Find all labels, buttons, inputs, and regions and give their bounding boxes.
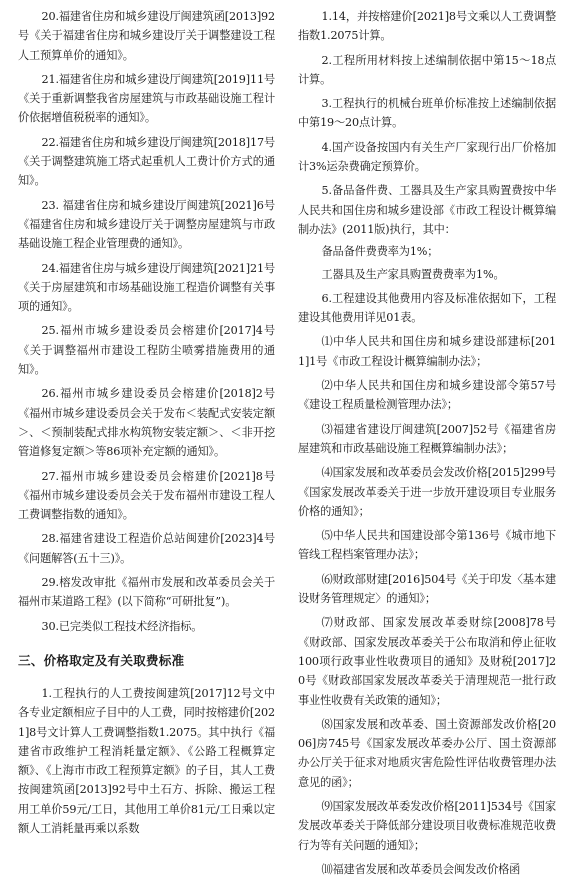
other-fee-basis-8: ⑻国家发展和改革委、国土资源部发改价格[2006]房745号《国家发展改革委办公厅、国土资源部办公厅关于征求对地质灾害危险性评估收费管理办法意见的函》； [298,717,556,789]
basis-item-24: 24.福建省住房与城乡建设厅闽建筑[2021]21号《关于房屋建筑和市场基础设施工程造价调整有关事项的通知》。 [18,261,275,314]
basis-item-30: 30.已完类似工程技术经济指标。 [41,619,203,633]
pricing-item-1: 1.工程执行的人工费按闽建筑[2017]12号文中各专业定额相应子目中的人工费，同时按榕建价[2021]8号文计算人工费调整指数1.2075。其中执行《福建省市政维护工程消耗量定额》、《公路工程概算定额》、《上海市市政工程预算定额》的子目，其人工费按闽建筑函[2013]92号中土石方、拆除、搬运工程用工单价59元/工日，其他用工单价81元/工日乘以定额人工消耗量再乘以系数 [18,686,275,835]
pricing-item-6: 6.工程建设其他费用内容及标准依据如下，工程建设其他费用详见01表。 [298,291,556,325]
other-fee-basis-6: ⑹财政部财建[2016]504号《关于印发〈基本建设财务管理规定〉的通知》； [298,572,556,606]
other-fee-basis-5: ⑸中华人民共和国建设部令第136号《城市地下管线工程档案管理办法》； [298,529,556,562]
basis-item-23: 23. 福建省住房和城乡建设厅闽建筑[2021]6号《福建省住房和城乡建设厅关于调整房屋建筑与市政基础设施工程企业管理费的通知》。 [18,198,275,251]
basis-item-27: 27.福州市城乡建设委员会榕建价[2021]8号《福州市城乡建设委员会关于发布福州市建设工程人工费调整指数的通知》。 [18,469,275,522]
other-fee-basis-2: ⑵中华人民共和国住房和城乡建设部令第57号《建设工程质量检测管理办法》； [298,379,556,412]
section-heading: 三、价格取定及有关取费标准 [18,652,185,668]
other-fee-basis-10: ⑽福建省发展和改革委员会闽发改价格函 [321,862,521,876]
pricing-item-4: 4.国产设备按国内有关生产厂家现行出厂价格加计3%运杂费确定预算价。 [298,140,556,174]
left-column [18,7,275,843]
other-fee-basis-1: ⑴中华人民共和国住房和城乡建设部建标[2011]1号《市政工程设计概算编制办法》； [298,335,556,368]
pricing-item-2: 2.工程所用材料按上述编制依据中第15～18点计算。 [298,53,556,86]
basis-item-29: 29.榕发改审批《福州市发展和改革委员会关于福州市某道路工程》(以下简称“可研批复”)。 [18,576,275,609]
other-fee-basis-4: ⑷国家发展和改革委员会发改价格[2015]299号《国家发展改革委关于进一步放开建设项目专业服务价格的通知》； [298,466,556,518]
basis-item-28: 28.福建省建设工程造价总站闽建价[2023]4号《问题解答(五十三)》。 [18,532,275,565]
pricing-item-5: 5.备品备件费、工器具及生产家具购置费按中华人民共和国住房和城乡建设部《市政工程设计概算编制办法》(2011版)执行，其中： [298,184,556,236]
spare-parts-rate: 备品备件费费率为1%； [321,245,439,259]
basis-item-22: 22.福建省住房和城乡建设厅闽建筑[2018]17号《关于调整建筑施工塔式起重机人工费计价方式的通知》。 [18,135,275,188]
basis-item-21: 21.福建省住房和城乡建设厅闽建筑[2019]11号《关于重新调整我省房屋建筑与市政基础设施工程计价依据增值税税率的通知》。 [18,72,275,125]
basis-item-20: 20.福建省住房和城乡建设厅闽建筑函[2013]92号《关于福建省住房和城乡建设厅关于调整建设工程人工预算单价的通知》。 [18,10,275,62]
pricing-item-1-cont: 1.14，并按榕建价[2021]8号文乘以人工费调整指数1.2075计算。 [298,10,556,43]
tools-furniture-rate: 工器具及生产家具购置费费率为1%。 [321,267,505,281]
other-fee-basis-9: ⑼国家发展改革委发改价格[2011]534号《国家发展改革委关于降低部分建设项目收费标准规范收费行为等有关问题的通知》； [298,799,556,852]
basis-item-26: 26.福州市城乡建设委员会榕建价[2018]2号《福州市城乡建设委员会关于发布＜装配式安装定额＞、＜预制装配式排水构筑物安装定额＞、＜非开挖管道修复定额＞等86项补充定额的通知》。 [18,387,275,459]
right-column [298,7,556,884]
pricing-item-3: 3.工程执行的机械台班单价标准按上述编制依据中第19～20点计算。 [298,97,556,130]
basis-item-25: 25.福州市城乡建设委员会榕建价[2017]4号《关于调整福州市建设工程防尘喷雾措施费用的通知》。 [18,324,275,377]
other-fee-basis-3: ⑶福建省建设厅闽建筑[2007]52号《福建省房屋建筑和市政基础设施工程概算编制办法》； [298,422,556,455]
other-fee-basis-7: ⑺财政部、国家发展改革委财综[2008]78号《财政部、国家发展改革委关于公布取消和停止征收100项行政事业性收费项目的通知》及财税[2017]20号《财政部国家发展改革委关于清理规范一批行政事业性收费有关政策的通知》； [298,616,556,707]
